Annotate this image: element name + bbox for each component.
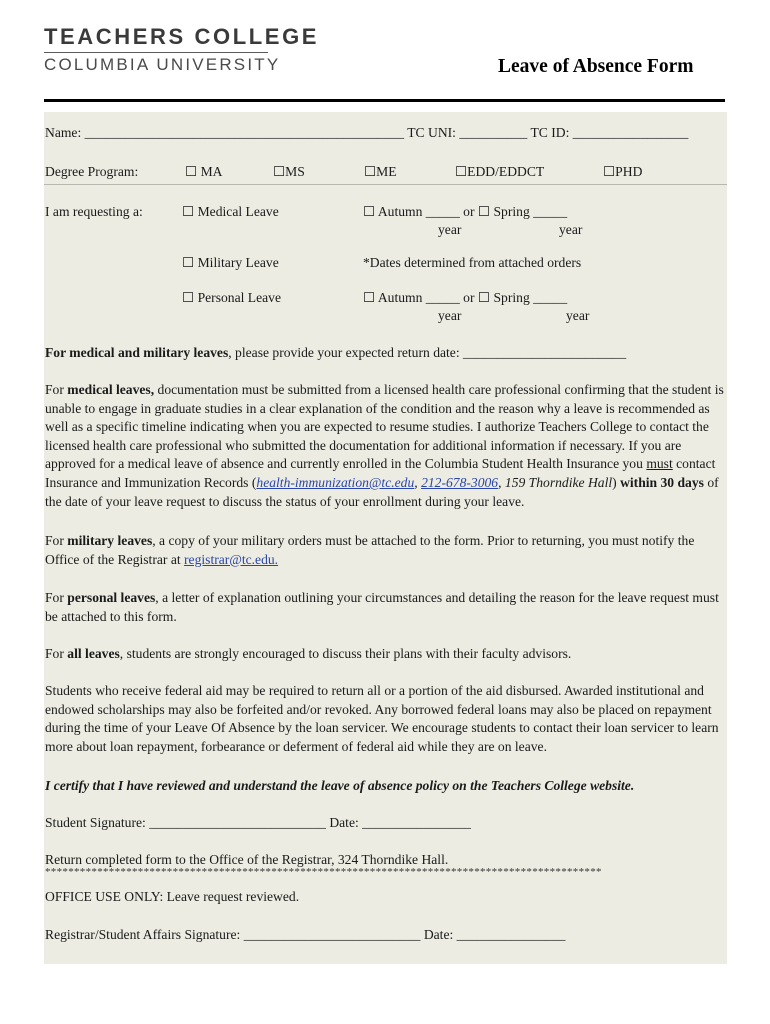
personal-year-label-1: year: [438, 308, 462, 323]
section-divider: [44, 184, 727, 185]
registrar-email-link[interactable]: registrar@tc.edu.: [184, 551, 279, 567]
request-label: I am requesting a:: [45, 204, 143, 219]
military-dates-note: *Dates determined from attached orders: [363, 255, 582, 270]
health-immunization-email-link[interactable]: health-immunization@tc.edu: [256, 474, 415, 490]
logo-teachers-college: TEACHERS COLLEGE: [44, 24, 320, 49]
degree-option-me[interactable]: ☐ME: [364, 164, 397, 179]
degree-option-phd[interactable]: ☐PHD: [603, 164, 643, 179]
header-rule: [44, 99, 725, 102]
certification-statement: I certify that I have reviewed and understand the leave of absence policy on the Teachers College website.: [45, 778, 635, 793]
medical-leave-paragraph: For medical leaves, documentation must be submitted from a licensed health care professional confirming that the student is unable to engage in graduate studies in a clear explanation of the condition and the reason why a leave is recommended as well as a specific timeline indicating when you are expected to resume studies. I authorize Teachers College to contact the licensed health care professional who submitted the documentation for additional information if necessary. If you are approved for a medical leave of absence and currently enrolled in the Columbia Student Health Insurance you must contact Insurance and Immunization Records (health-immunization@tc.edu, 212-678-3006, 159 Thorndike Hall) within 30 days of the date of your leave request to discuss the status of your enrollment during your leave.: [45, 382, 724, 509]
health-immunization-phone-link[interactable]: 212-678-3006: [421, 474, 499, 490]
return-date-field[interactable]: , please provide your expected return date: ________________________: [228, 345, 627, 360]
form-title: Leave of Absence Form: [498, 56, 694, 77]
personal-leave-option[interactable]: ☐ Personal Leave: [182, 290, 281, 305]
personal-leave-paragraph: For personal leaves, a letter of explanation outlining your circumstances and detailing the reason for the leave request must be attached to this form.: [45, 590, 719, 624]
personal-term-select[interactable]: ☐ Autumn _____ or ☐ Spring _____: [363, 290, 568, 305]
medical-leave-option[interactable]: ☐ Medical Leave: [182, 204, 279, 219]
logo-divider: [44, 52, 268, 53]
military-leave-option[interactable]: ☐ Military Leave: [182, 255, 279, 270]
medical-year-label-2: year: [559, 222, 583, 237]
return-date-paragraph: For medical and military leaves, please provide your expected return date: ________________________: [45, 345, 627, 360]
degree-program-label: Degree Program:: [45, 164, 139, 179]
all-leaves-paragraph: For all leaves, students are strongly encouraged to discuss their plans with their faculty advisors.: [45, 646, 572, 661]
personal-year-label-2: year: [566, 308, 590, 323]
medical-year-label-1: year: [438, 222, 462, 237]
registrar-signature-line[interactable]: Registrar/Student Affairs Signature: __________________________ Date: ________________: [45, 927, 566, 942]
name-row[interactable]: Name: _______________________________________________ TC UNI: __________ TC ID: _________________: [45, 125, 689, 140]
degree-option-ma[interactable]: ☐ MA: [185, 164, 223, 179]
student-signature-line[interactable]: Student Signature: __________________________ Date: ________________: [45, 815, 471, 830]
office-use-divider: ************************************************************************************************: [45, 866, 602, 878]
medical-term-select[interactable]: ☐ Autumn _____ or ☐ Spring _____: [363, 204, 568, 219]
office-use-label: OFFICE USE ONLY: Leave request reviewed.: [45, 889, 300, 904]
federal-aid-paragraph: Students who receive federal aid may be required to return all or a portion of the aid disbursed. Awarded institutional and endowed scholarships may also be forfeited and/or revoked. Any borrowed federal loans may also be placed on repayment during the time of your Leave Of Absence by the loan servicer. We encourage students to contact their loan servicer to learn more about loan repayment, forbearance or deferment of federal aid while they are on leave.: [45, 683, 719, 754]
degree-option-edd[interactable]: ☐EDD/EDDCT: [455, 164, 545, 179]
degree-option-ms[interactable]: ☐MS: [273, 164, 305, 179]
return-instructions: Return completed form to the Office of the Registrar, 324 Thorndike Hall.: [45, 852, 449, 867]
logo-columbia-university: COLUMBIA UNIVERSITY: [44, 55, 281, 74]
military-leave-paragraph: For military leaves, a copy of your military orders must be attached to the form. Prior to returning, you must notify the Office of the Registrar at registrar@tc.edu.: [45, 533, 695, 567]
